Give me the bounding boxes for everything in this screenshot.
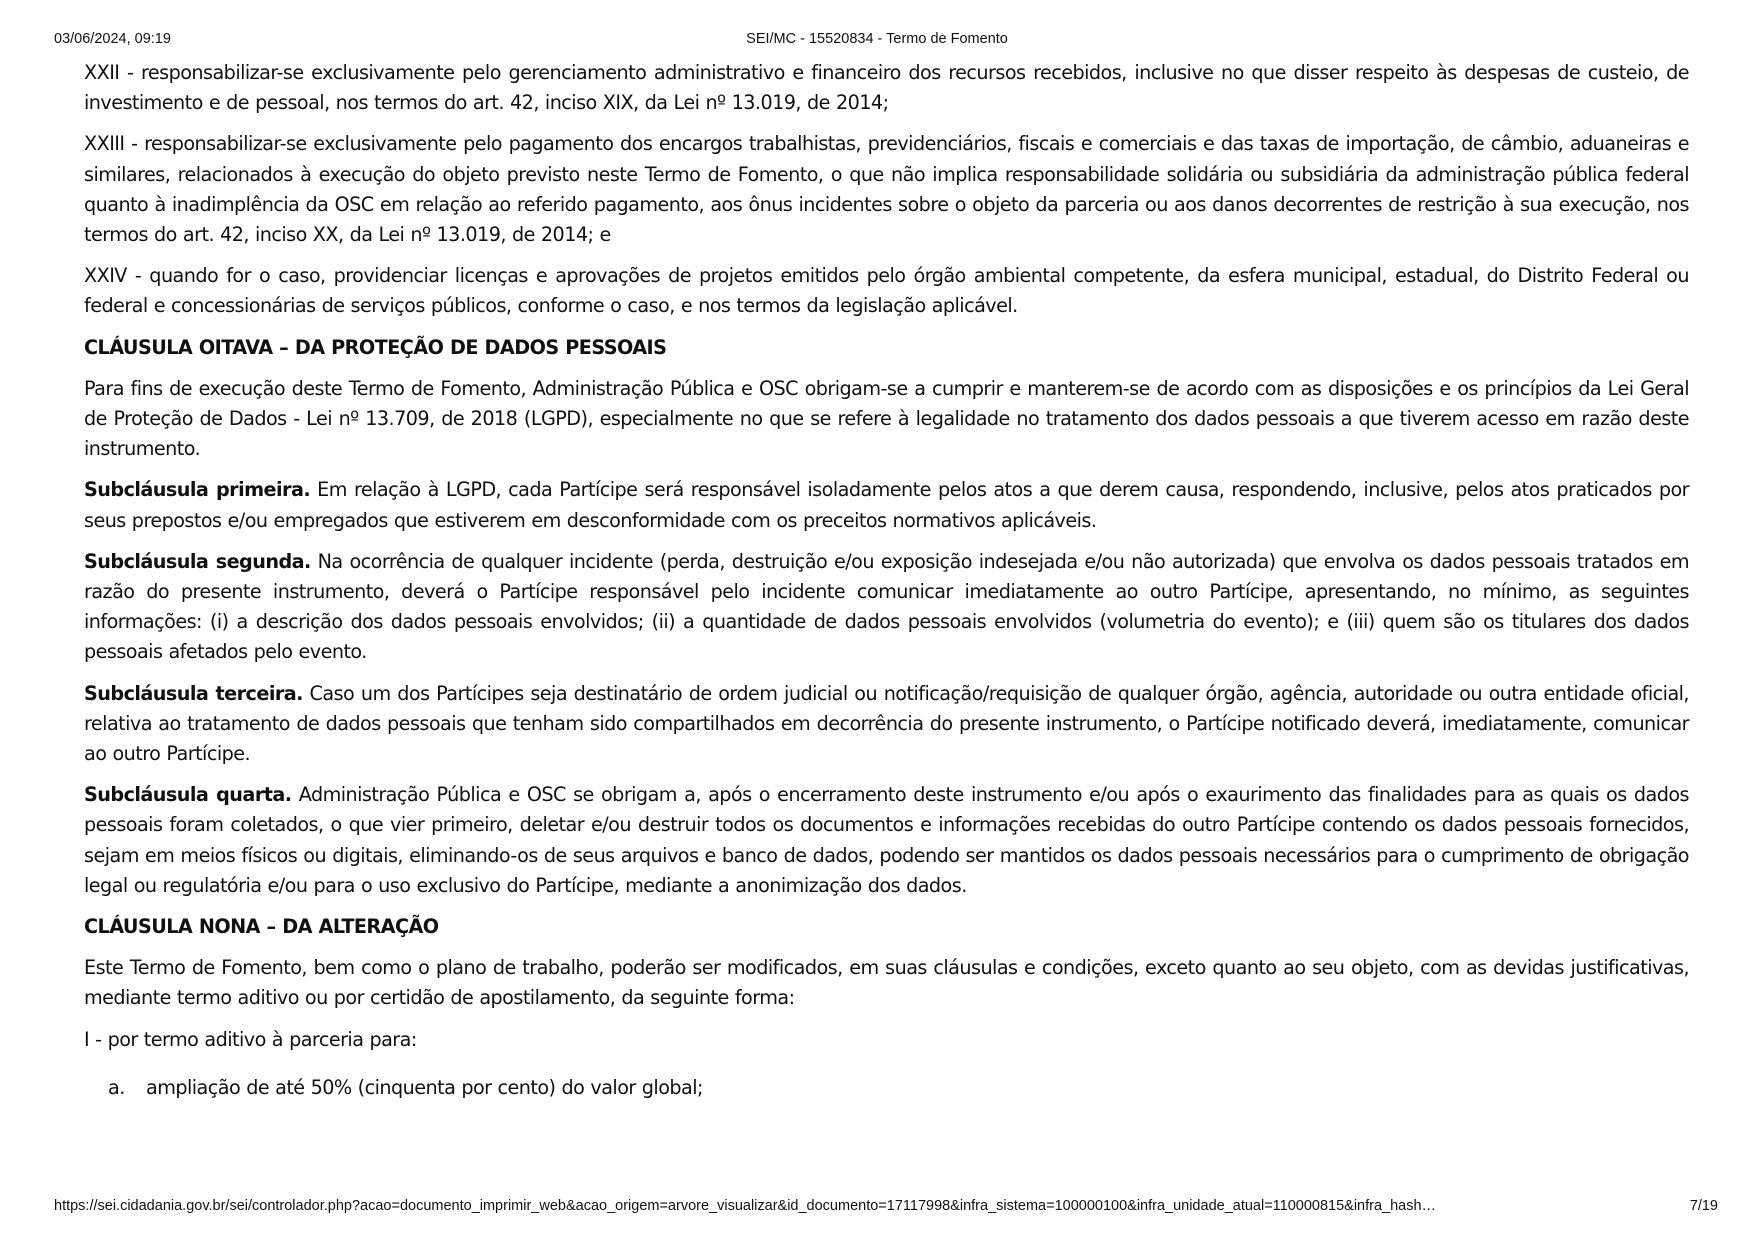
paragraph-xxiv: XXIV - quando for o caso, providenciar licenças e aprovações de projetos emitidos pelo órgão ambiental competente, da esfera municipal, estadual, do Distrito Federal ou federal e concessionárias de serviços públicos, conforme o caso, e nos termos da legislação aplicável. [84, 264, 1689, 318]
paragraph-alteracao: Este Termo de Fomento, bem como o plano de trabalho, poderão ser modificados, em suas cláusulas e condições, exceto quanto ao seu objeto, com as devidas justificativas, mediante termo aditivo ou por certidão de apostilamento, da seguinte forma: [84, 956, 1689, 1010]
heading-clausula-oitava: CLÁUSULA OITAVA – DA PROTEÇÃO DE DADOS PESSOAIS [84, 335, 667, 359]
subclausula-quarta [84, 780, 1689, 901]
paragraph-termo-aditivo: I - por termo aditivo à parceria para: [84, 1027, 417, 1051]
subclausula-primeira-text: Em relação à LGPD, cada Partícipe será responsável isoladamente pelos atos a que derem causa, respondendo, inclusive, pelos atos praticados por seus prepostos e/ou empregados que estiverem em desconformidade com os preceitos normativos aplicáveis. [84, 478, 1689, 532]
subclausula-terceira-label: Subcláusula terceira. [84, 681, 303, 705]
list-item [84, 1073, 1689, 1103]
list-item-text: ampliação de até 50% (cinquenta por cento) do valor global; [146, 1075, 703, 1099]
subclausula-segunda-text: Na ocorrência de qualquer incidente (perda, destruição e/ou exposição indesejada e/ou não autorizada) que envolva os dados pessoais tratados em razão do presente instrumento, deverá o Partícipe responsável pelo incidente comunicar imediatamente ao outro Partícipe, apresentando, no mínimo, as seguintes informações: (i) a descrição dos dados pessoais envolvidos; (ii) a quantidade de dados pessoais envolvidos (volumetria do evento); e (iii) quem são os titulares dos dados pessoais afetados pelo evento. [84, 549, 1689, 664]
print-datetime: 03/06/2024, 09:19 [54, 31, 171, 47]
paragraph-xxii: XXII - responsabilizar-se exclusivamente pelo gerenciamento administrativo e financeiro dos recursos recebidos, inclusive no que disser respeito às despesas de custeio, de investimento e de pessoal, nos termos do art. 42, inciso XIX, da Lei nº 13.019, de 2014; [84, 61, 1689, 115]
subclausula-segunda-label: Subcláusula segunda. [84, 549, 311, 573]
subclausula-quarta-label: Subcláusula quarta. [84, 783, 292, 807]
paragraph-lgpd-intro: Para fins de execução deste Termo de Fomento, Administração Pública e OSC obrigam-se a cumprir e manterem-se de acordo com as disposições e os princípios da Lei Geral de Proteção de Dados - Lei nº 13.709, de 2018 (LGPD), especialmente no que se refere à legalidade no tratamento dos dados pessoais a que tiverem acesso em razão deste instrumento. [84, 376, 1689, 461]
alteracao-list [84, 1073, 1689, 1103]
subclausula-terceira-text: Caso um dos Partícipes seja destinatário de ordem judicial ou notificação/requisição de qualquer órgão, agência, autoridade ou outra entidade oficial, relativa ao tratamento de dados pessoais que tenham sido compartilhados em decorrência do presente instrumento, o Partícipe notificado deverá, imediatamente, comunicar ao outro Partícipe. [84, 681, 1689, 766]
document-title: SEI/MC - 15520834 - Termo de Fomento [746, 31, 1008, 47]
subclausula-quarta-text: Administração Pública e OSC se obrigam a, após o encerramento deste instrumento e/ou após o exaurimento das finalidades para as quais os dados pessoais foram coletados, o que vier primeiro, deletar e/ou destruir todos os documentos e informações recebidas do outro Partícipe contendo os dados pessoais fornecidos, sejam em meios físicos ou digitais, eliminando-os de seus arquivos e banco de dados, podendo ser mantidos os dados pessoais necessários para o cumprimento de obrigação legal ou regulatória e/ou para o uso exclusivo do Partícipe, mediante a anonimização dos dados. [84, 783, 1689, 897]
subclausula-segunda [84, 547, 1689, 668]
paragraph-xxiii: XXIII - responsabilizar-se exclusivamente pelo pagamento dos encargos trabalhistas, previdenciários, fiscais e comerciais e das taxas de importação, de câmbio, aduaneiras e similares, relacionados à execução do objeto previsto neste Termo de Fomento, o que não implica responsabilidade solidária ou subsidiária da administração pública federal quanto à inadimplência da OSC em relação ao referido pagamento, aos ônus incidentes sobre o objeto da parceria ou aos danos decorrentes de restrição à sua execução, nos termos do art. 42, inciso XX, da Lei nº 13.019, de 2014; e [84, 132, 1689, 247]
subclausula-primeira [84, 475, 1689, 535]
page-url: https://sei.cidadania.gov.br/sei/controlador.php?acao=documento_imprimir_web&acao_origem=arvore_visualizar&id_documento=17117998&infra_sistema=100000100&infra_unidade_atual=110000815&infra_hash… [54, 1198, 1437, 1214]
heading-clausula-nona: CLÁUSULA NONA – DA ALTERAÇÃO [84, 915, 439, 939]
page-number: 7/19 [1684, 1198, 1718, 1214]
list-marker: a. [108, 1075, 125, 1099]
subclausula-primeira-label: Subcláusula primeira. [84, 478, 311, 502]
document-body [84, 58, 1689, 1103]
subclausula-terceira [84, 679, 1689, 770]
